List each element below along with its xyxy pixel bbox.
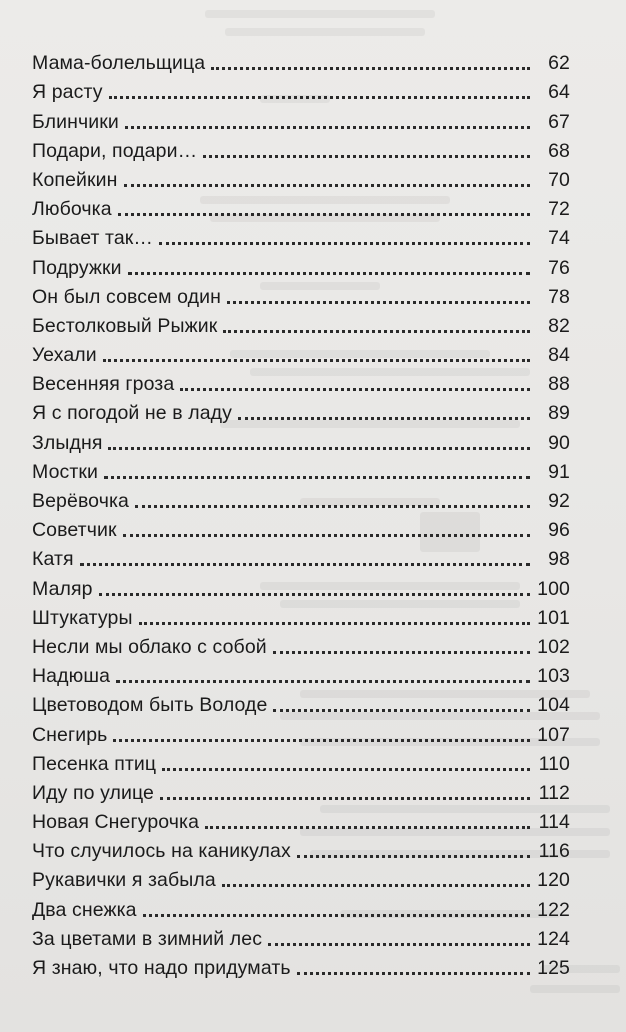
toc-entry — [32, 834, 570, 863]
toc-entry-page: 110 — [538, 752, 570, 775]
toc-entry-page: 107 — [537, 723, 570, 746]
toc-entry-title: Снегирь — [32, 723, 108, 746]
toc-entry-title: Блинчики — [32, 110, 119, 133]
toc-entry — [32, 309, 570, 338]
toc-entry-title: Я с погодой не в ладу — [32, 402, 232, 425]
toc-entry-title: Я расту — [32, 81, 103, 104]
toc-entry — [32, 863, 570, 892]
table-of-contents — [32, 46, 570, 980]
dot-leader — [123, 534, 530, 537]
dot-leader — [238, 417, 530, 420]
toc-entry-page: 70 — [548, 168, 570, 191]
toc-entry-title: Советчик — [32, 519, 117, 542]
toc-entry — [32, 134, 570, 163]
toc-entry-title: Штукатуры — [32, 606, 133, 629]
toc-entry-title: Я знаю, что надо придумать — [32, 957, 291, 979]
toc-entry — [32, 513, 570, 542]
toc-entry-title: Злыдня — [32, 431, 103, 454]
toc-entry-page: 125 — [537, 957, 570, 979]
toc-entry — [32, 484, 570, 513]
toc-entry-page: 102 — [537, 635, 570, 658]
dot-leader — [124, 184, 531, 187]
toc-entry — [32, 396, 570, 425]
toc-entry — [32, 542, 570, 571]
toc-entry-title: Бывает так… — [32, 227, 154, 250]
toc-entry-page: 76 — [548, 256, 570, 279]
toc-entry-page: 84 — [548, 344, 570, 367]
toc-entry-title: Надюша — [32, 665, 111, 688]
toc-entry — [32, 951, 570, 980]
toc-entry — [32, 425, 570, 454]
toc-entry-page: 78 — [548, 285, 570, 308]
toc-entry — [32, 630, 570, 659]
toc-entry-title: Маляр — [32, 577, 93, 600]
toc-entry — [32, 75, 570, 104]
toc-entry-page: 124 — [537, 927, 570, 950]
dot-leader — [211, 67, 530, 70]
toc-entry-page: 112 — [538, 781, 570, 804]
toc-entry-title: Иду по улице — [32, 781, 154, 804]
toc-entry-title: Бестолковый Рыжик — [32, 314, 218, 337]
toc-entry-title: Подружки — [32, 256, 122, 279]
toc-entry-page: 72 — [548, 198, 570, 221]
toc-entry — [32, 571, 570, 600]
dot-leader — [162, 768, 530, 771]
dot-leader — [118, 213, 530, 216]
toc-entry — [32, 163, 570, 192]
dot-leader — [205, 826, 530, 829]
toc-entry-page: 100 — [537, 577, 570, 600]
toc-entry-page: 74 — [548, 227, 570, 250]
toc-entry — [32, 280, 570, 309]
toc-entry-title: За цветами в зимний лес — [32, 927, 263, 950]
toc-entry — [32, 688, 570, 717]
dot-leader — [222, 884, 530, 887]
toc-entry — [32, 221, 570, 250]
dot-leader — [297, 855, 530, 858]
dot-leader — [103, 359, 530, 362]
toc-entry — [32, 46, 570, 75]
toc-entry-page: 103 — [537, 665, 570, 688]
toc-entry — [32, 717, 570, 746]
dot-leader — [113, 739, 530, 742]
toc-entry-page: 98 — [548, 548, 570, 571]
dot-leader — [128, 272, 530, 275]
toc-entry-page: 120 — [537, 869, 570, 892]
toc-entry-title: Мама-болельщица — [32, 52, 206, 75]
dot-leader — [99, 593, 530, 596]
dot-leader — [297, 972, 530, 975]
dot-leader — [203, 155, 530, 158]
toc-entry-page: 88 — [548, 373, 570, 396]
toc-entry-title: Несли мы облако с собой — [32, 635, 267, 658]
toc-entry — [32, 338, 570, 367]
dot-leader — [273, 651, 530, 654]
toc-entry — [32, 192, 570, 221]
toc-entry-page: 92 — [548, 490, 570, 512]
toc-entry-page: 89 — [548, 402, 570, 425]
toc-entry-title: Верёвочка — [32, 490, 129, 512]
toc-entry — [32, 601, 570, 630]
toc-entry-page: 114 — [538, 811, 570, 834]
toc-entry-title: Он был совсем один — [32, 285, 221, 308]
dot-leader — [273, 709, 530, 712]
toc-entry-page: 122 — [537, 898, 570, 921]
toc-entry-page: 91 — [548, 460, 570, 483]
dot-leader — [109, 96, 530, 99]
dot-leader — [223, 330, 530, 333]
toc-entry-title: Уехали — [32, 344, 97, 367]
toc-entry — [32, 776, 570, 805]
toc-entry-page: 82 — [548, 314, 570, 337]
toc-entry-title: Цветоводом быть Володе — [32, 694, 268, 717]
toc-entry-title: Песенка птиц — [32, 752, 157, 775]
toc-entry-title: Что случилось на каникулах — [32, 840, 291, 863]
toc-entry-page: 96 — [548, 519, 570, 542]
toc-entry-title: Подари, подари… — [32, 139, 198, 162]
toc-entry — [32, 104, 570, 133]
toc-entry-title: Новая Снегурочка — [32, 811, 200, 834]
toc-entry-title: Копейкин — [32, 168, 118, 191]
dot-leader — [180, 388, 530, 391]
dot-leader — [268, 943, 530, 946]
toc-entry — [32, 747, 570, 776]
toc-entry-title: Катя — [32, 548, 74, 571]
toc-entry-page: 62 — [548, 52, 570, 75]
dot-leader — [108, 447, 530, 450]
dot-leader — [139, 622, 530, 625]
toc-entry-title: Весенняя гроза — [32, 373, 175, 396]
toc-entry-title: Рукавички я забыла — [32, 869, 216, 892]
dot-leader — [125, 126, 530, 129]
toc-entry — [32, 367, 570, 396]
toc-entry-title: Мостки — [32, 460, 99, 483]
toc-entry — [32, 250, 570, 279]
dot-leader — [227, 301, 530, 304]
dot-leader — [104, 476, 530, 479]
toc-entry-page: 67 — [548, 110, 570, 133]
dot-leader — [80, 563, 530, 566]
toc-entry — [32, 659, 570, 688]
dot-leader — [143, 914, 530, 917]
toc-entry-page: 68 — [548, 139, 570, 162]
toc-entry — [32, 805, 570, 834]
toc-entry — [32, 892, 570, 921]
dot-leader — [159, 242, 530, 245]
dot-leader — [135, 505, 530, 508]
dot-leader — [116, 680, 530, 683]
toc-entry-title: Два снежка — [32, 898, 137, 921]
dot-leader — [160, 797, 530, 800]
toc-entry-page: 101 — [537, 606, 570, 629]
toc-entry-page: 116 — [538, 840, 570, 863]
toc-entry-page: 90 — [548, 431, 570, 454]
toc-entry-page: 104 — [537, 694, 570, 717]
toc-entry-page: 64 — [548, 81, 570, 104]
toc-entry — [32, 455, 570, 484]
toc-entry — [32, 922, 570, 951]
toc-entry-title: Любочка — [32, 198, 112, 221]
